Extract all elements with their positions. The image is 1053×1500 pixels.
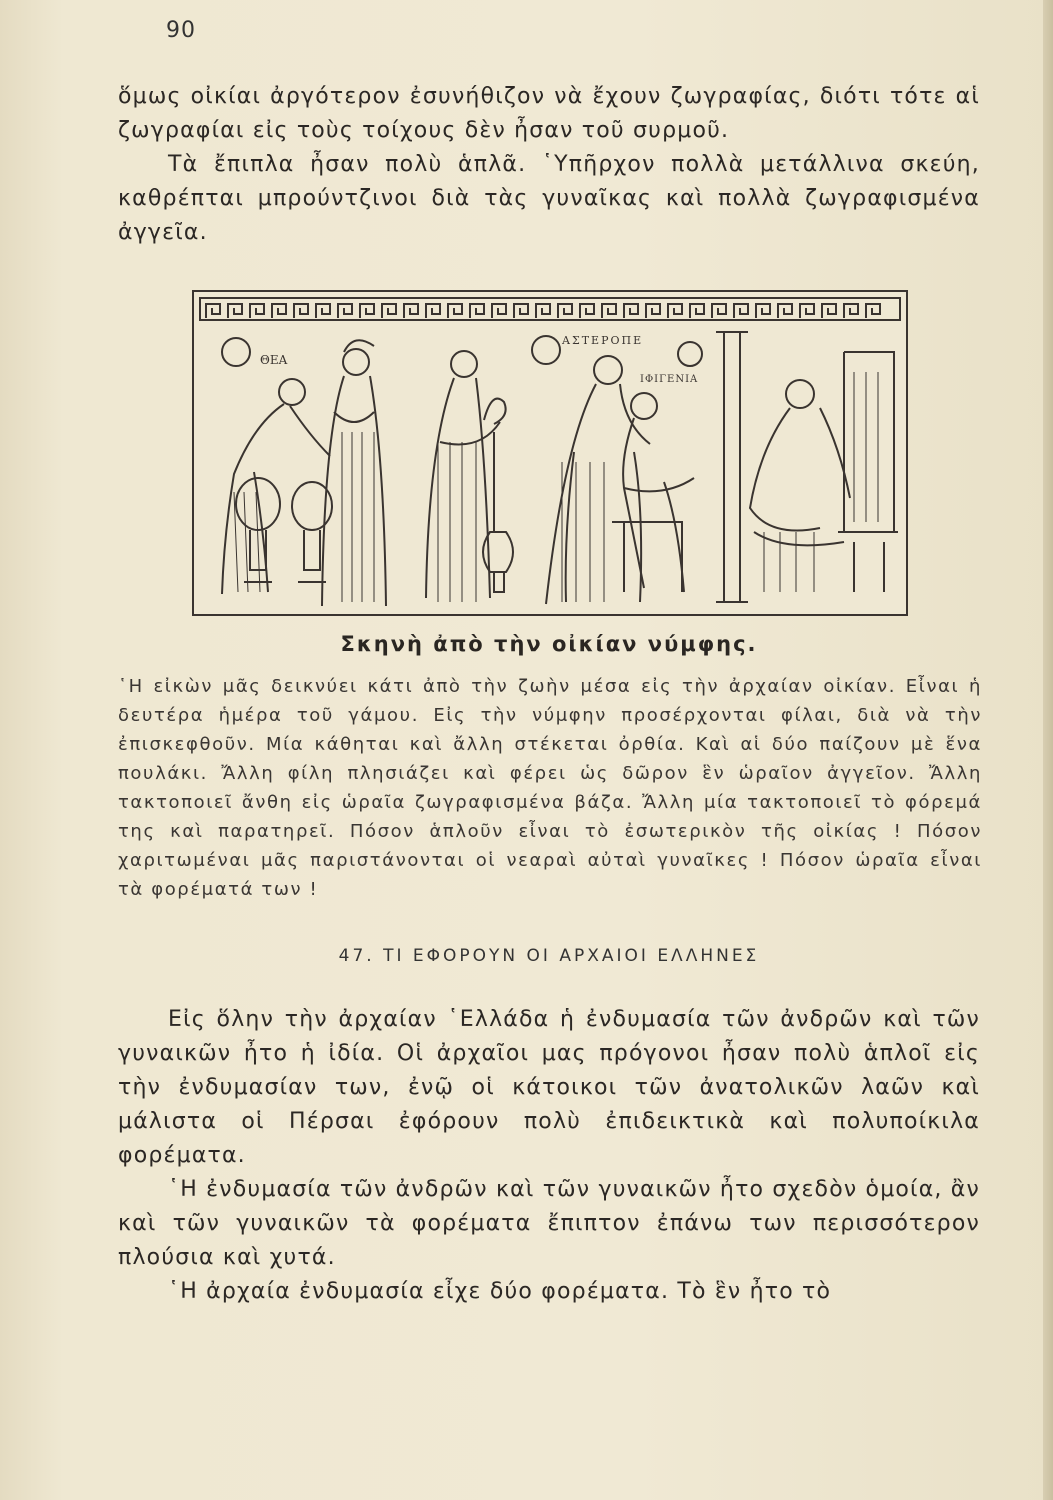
vase-painting-illustration <box>192 290 908 616</box>
paragraph: Τὰ ἔπιπλα ἦσαν πολὺ ἁπλᾶ. ῾Υπῆρχον πολλὰ μετάλλινα σκεύη, καθρέπται μπρούντζινοι διὰ τὰς γυναῖκας καὶ πολλὰ ζωγραφισμένα ἀγγεῖα. <box>118 152 980 245</box>
paragraph: ῾Η εἰκὼν μᾶς δεικνύει κάτι ἀπὸ τὴν ζωὴν μέσα εἰς τὴν ἀρχαίαν οἰκίαν. Εἶναι ἡ δευτέρα ἡμέρα τοῦ γάμου. Εἰς τὴν νύμφην προσέρχονται φίλαι, διὰ νὰ τὴν ἐπισκεφθοῦν. Μία κάθηται καὶ ἄλλη στέκεται ὀρθία. Καὶ αἱ δύο παίζουν μὲ ἕνα πουλάκι. Ἄλλη φίλη πλησιάζει καὶ φέρει ὡς δῶρον ἓν ὡραῖον ἀγγεῖον. Ἄλλη τακτοποιεῖ ἄνθη εἰς ὡραῖα ζωγραφισμένα βάζα. Ἄλλη μία τακτοποιεῖ τὸ φόρεμά της καὶ παρατηρεῖ. Πόσον ἁπλοῦν εἶναι τὸ ἐσωτερικὸν τῆς οἰκίας ! Πόσον χαριτωμέναι μᾶς παριστάνονται οἱ νεαραὶ αὐταὶ γυναῖκες ! Πόσον ὡραῖα εἶναι τὰ φορέματά των ! <box>118 676 982 900</box>
figure-caption: Σκηνὴ ἀπὸ τὴν οἰκίαν νύμφης. <box>340 632 758 656</box>
paragraph: ῾Η ἐνδυμασία τῶν ἀνδρῶν καὶ τῶν γυναικῶν ἦτο σχεδὸν ὁμοία, ἂν καὶ τῶν γυναικῶν τὰ φορέματα ἔπιπτον ἐπάνω των περισσότερον πλούσια καὶ χυτά. <box>118 1177 980 1270</box>
section-heading: 47. ΤΙ ΕΦΟΡΟΥΝ ΟΙ ΑΡΧΑΙΟΙ ΕΛΛΗΝΕΣ <box>338 946 760 966</box>
inscription-left: ΘΕΑ <box>260 353 288 367</box>
paragraph: Εἰς ὅλην τὴν ἀρχαίαν ῾Ελλάδα ἡ ἐνδυμασία τῶν ἀνδρῶν καὶ τῶν γυναικῶν ἦτο ἡ ἰδία. Οἱ ἀρχαῖοι μας πρόγονοι ἦσαν πολὺ ἁπλοῖ εἰς τὴν ἐνδυμασίαν των, ἐνῷ οἱ κάτοικοι τῶν ἀνατολικῶν λαῶν καὶ μάλιστα οἱ Πέρσαι ἐφόρουν πολὺ ἐπιδεικτικὰ καὶ πολυποίκιλα φορέματα. <box>118 1007 980 1168</box>
section-body <box>118 1003 980 1309</box>
intro-text <box>118 80 980 250</box>
illustration-drawing <box>194 292 906 614</box>
paragraph: ῾Η ἀρχαία ἐνδυμασία εἶχε δύο φορέματα. Τὸ ἓν ἦτο τὸ <box>168 1279 832 1304</box>
inscription-middle: ΑΣΤΕΡΟΠΕ <box>562 334 644 347</box>
caption-description <box>118 672 982 904</box>
inscription-right: ΙΦΙΓΕΝΙΑ <box>640 374 699 385</box>
page-edge <box>1043 0 1053 1500</box>
paragraph: ὅμως οἰκίαι ἀργότερον ἐσυνήθιζον νὰ ἔχουν ζωγραφίας, διότι τότε αἱ ζωγραφίαι εἰς τοὺς τοίχους δὲν ἦσαν τοῦ συρμοῦ. <box>118 84 980 143</box>
page-number: 90 <box>166 18 196 43</box>
